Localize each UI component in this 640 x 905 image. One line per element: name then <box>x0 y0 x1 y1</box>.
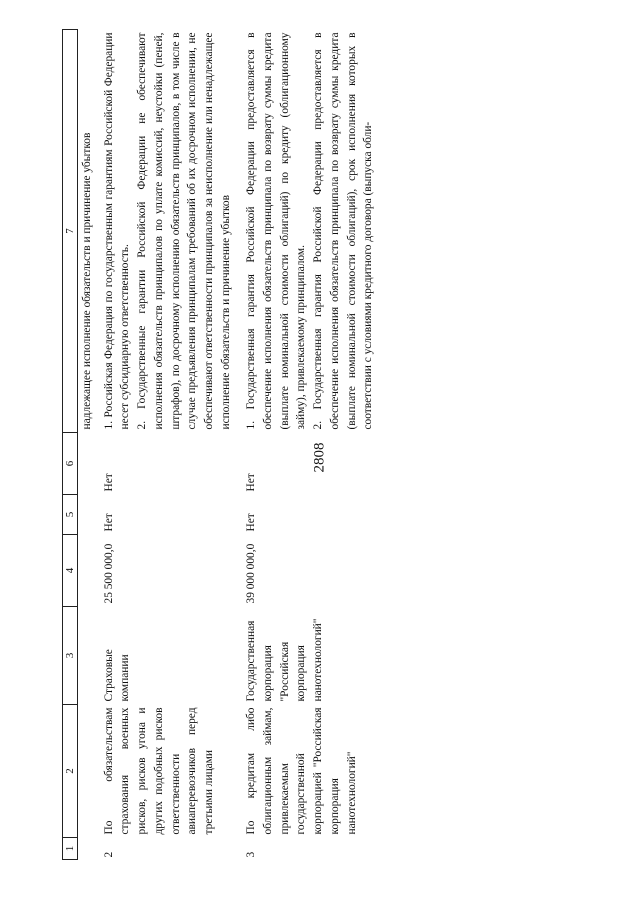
column-header-3: 3 <box>63 607 78 705</box>
column-header-7: 7 <box>63 30 78 433</box>
row-conditions: 1. Государственная гарантия Российской Федерации предоставляется в обеспечение исполнения обязательств принципала по возврату суммы кредита (выплате номинальной стоимости облигаций) по кредиту (облигационному займу), привлекаемому принципалом. 2. Государственная гарантия Российской Федерации предоставляется в обеспечение исполнения обязательств принципала по возврату суммы кредита (выплате номинальной стоимости облигаций), срок исполнения которых в соответствии с условиями кредитного договора (выпуска обли- <box>245 32 375 430</box>
table-row <box>98 30 241 860</box>
row-regress: Нет <box>102 513 115 532</box>
rotated-page-content <box>62 30 602 860</box>
row-principal: Страховые компании <box>102 649 132 702</box>
row-conditions: 1. Российская Федерация по государственным гарантиям Российской Федерации несет субсидиарную ответственность. 2. Государственные гарантии Российской Федерации не обеспечивают исполнения обязательств принципалов по уплате комиссий, неустойки (пеней, штрафов), по досрочному исполнению обязательств принципалов, в том числе в случае предъявления принципалам требований об их досрочном исполнении, не обеспечивают ответственности принципалов за неисполнение или ненадлежащее исполнение обязательств и причинение убытков <box>102 32 232 430</box>
continuation-text: надлежащее исполнение обязательств и причинение убытков <box>81 132 93 430</box>
row-claims: Нет <box>102 473 115 492</box>
row-principal: Государственная корпорация "Российская корпорация нанотехнологий" <box>245 618 325 702</box>
row-regress: Нет <box>245 513 258 532</box>
table-row-continuation <box>78 30 98 860</box>
column-header-5: 5 <box>63 495 78 535</box>
row-number: 3 <box>245 851 258 858</box>
row-amount: 39 000 000,0 <box>245 543 258 604</box>
page-number: 2808 <box>311 442 328 473</box>
row-amount: 25 500 000,0 <box>102 543 115 604</box>
row-claims: Нет <box>245 473 258 492</box>
column-header-2: 2 <box>63 705 78 838</box>
row-purpose: По кредитам либо облигационным займам, привлекаемым государственной корпорацией "Российская корпорация нанотехнологий" <box>245 707 358 835</box>
column-header-1: 1 <box>63 838 78 860</box>
header-row <box>63 30 78 860</box>
row-number: 2 <box>102 851 115 858</box>
guarantee-table <box>62 29 383 860</box>
table-row <box>240 30 383 860</box>
column-header-4: 4 <box>63 535 78 607</box>
column-header-6: 6 <box>63 433 78 495</box>
row-purpose: По обязательствам страхования военных рисков, рисков угона и других подобных рисков ответственности авиаперевозчиков перед третьими лицами <box>102 707 215 835</box>
